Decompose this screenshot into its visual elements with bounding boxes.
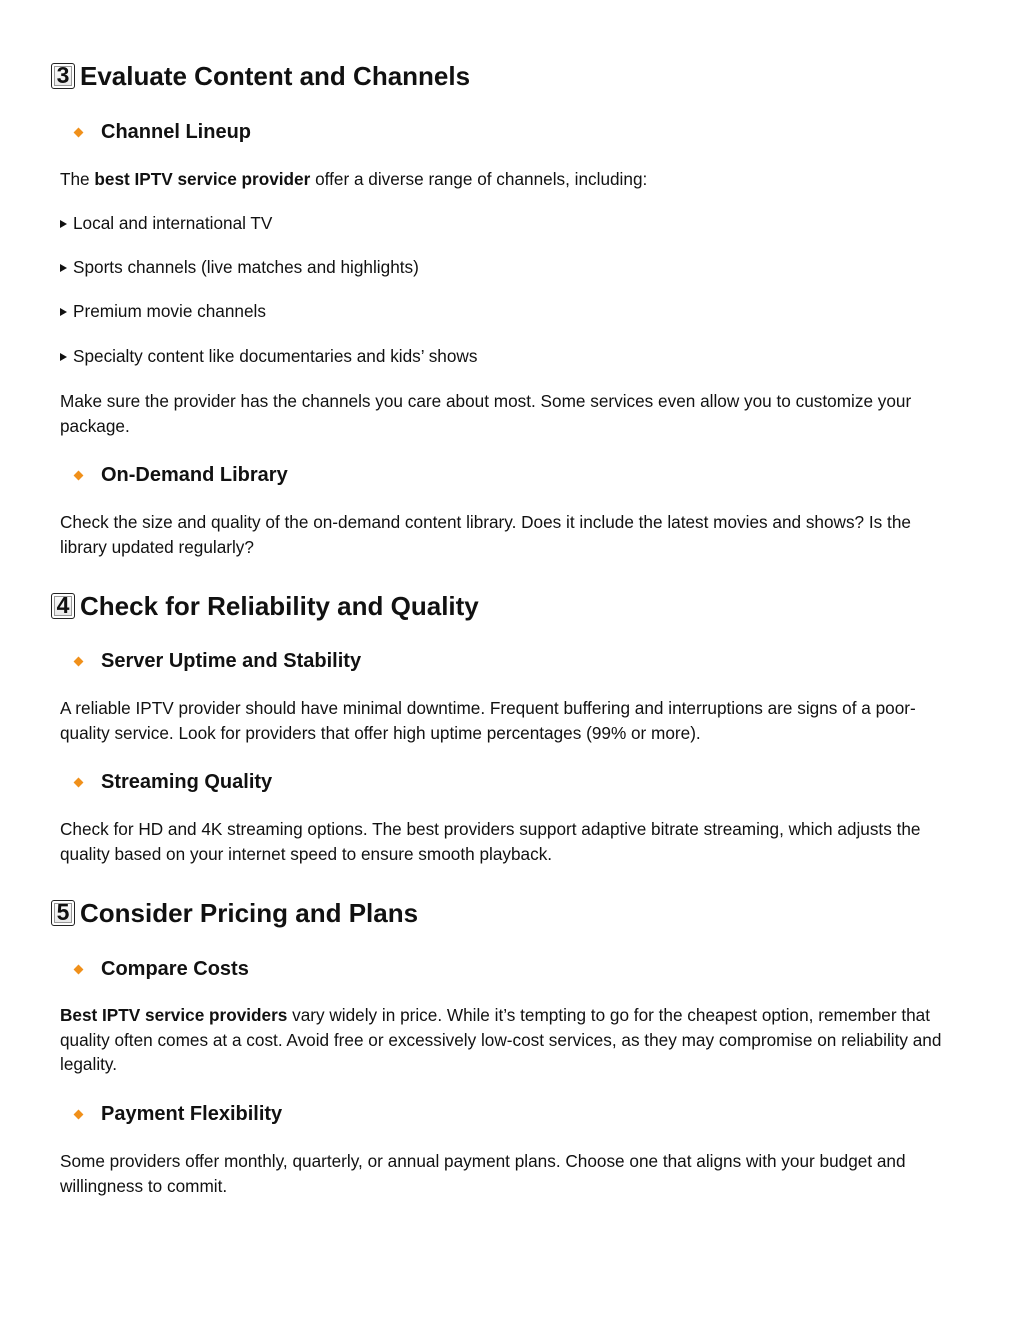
- list-item: [60, 345, 477, 367]
- subsection-heading: [63, 957, 249, 981]
- subsection-heading: [63, 770, 272, 794]
- section-heading: [51, 898, 418, 928]
- paragraph: Check for HD and 4K streaming options. The best providers support adaptive bitrate streaming, which adjusts the quality based on your internet speed to ensure smooth playback.: [60, 819, 921, 864]
- section-number-badge: 3: [51, 63, 75, 89]
- triangle-bullet-icon: [60, 308, 67, 316]
- subsection-title: Channel Lineup: [101, 121, 251, 143]
- subsection-title: Compare Costs: [101, 958, 249, 980]
- subsection-heading: [63, 120, 251, 144]
- paragraph: [60, 167, 960, 192]
- subsection-title: Payment Flexibility: [101, 1103, 283, 1125]
- diamond-bullet-icon: [74, 777, 84, 787]
- diamond-bullet-icon: [74, 127, 84, 137]
- paragraph-text: vary widely in price. While it’s tempting to go for the cheapest option, remember that quality often comes at a cost. Avoid free or excessively low-cost services, as they may compromise on reliability and legality.: [60, 1005, 942, 1074]
- bold-keyword: best IPTV service provider: [94, 169, 311, 189]
- subsection-title: On-Demand Library: [101, 464, 288, 486]
- section-title: Check for Reliability and Quality: [80, 591, 479, 621]
- subsection-title: Server Uptime and Stability: [101, 650, 362, 672]
- section-title: Evaluate Content and Channels: [80, 61, 471, 91]
- triangle-bullet-icon: [60, 220, 67, 228]
- paragraph: A reliable IPTV provider should have minimal downtime. Frequent buffering and interruptions are signs of a poor-quality service. Look for providers that offer high uptime percentages (99% or more).: [60, 698, 916, 743]
- diamond-bullet-icon: [74, 1109, 84, 1119]
- triangle-bullet-icon: [60, 264, 67, 272]
- paragraph: Some providers offer monthly, quarterly, or annual payment plans. Choose one that aligns with your budget and willingness to commit.: [60, 1151, 906, 1196]
- subsection-title: Streaming Quality: [101, 771, 273, 793]
- list-item: [60, 212, 272, 234]
- list-item: [60, 256, 419, 278]
- paragraph: Check the size and quality of the on-demand content library. Does it include the latest movies and shows? Is the library updated regularly?: [60, 512, 911, 557]
- paragraph: [60, 1003, 960, 1077]
- list-item-text: Specialty content like documentaries and kids’ shows: [73, 346, 478, 366]
- subsection-heading: [63, 463, 288, 487]
- diamond-bullet-icon: [74, 470, 84, 480]
- section-title: Consider Pricing and Plans: [80, 898, 419, 928]
- list-item-text: Sports channels (live matches and highlights): [73, 257, 419, 277]
- bold-keyword: Best IPTV service providers: [60, 1005, 288, 1025]
- section-heading: [51, 61, 470, 91]
- list-item-text: Local and international TV: [73, 213, 273, 233]
- diamond-bullet-icon: [74, 656, 84, 666]
- section-number-badge: 4: [51, 593, 75, 619]
- triangle-bullet-icon: [60, 353, 67, 361]
- subsection-heading: [63, 649, 361, 673]
- subsection-heading: [63, 1102, 282, 1126]
- paragraph: Make sure the provider has the channels you care about most. Some services even allow you to customize your package.: [60, 391, 912, 436]
- paragraph-text: The: [60, 169, 95, 189]
- section-number-badge: 5: [51, 900, 75, 926]
- paragraph-text: offer a diverse range of channels, including:: [310, 169, 648, 189]
- list-item-text: Premium movie channels: [73, 301, 266, 321]
- diamond-bullet-icon: [74, 964, 84, 974]
- list-item: [60, 300, 266, 322]
- section-heading: [51, 591, 479, 621]
